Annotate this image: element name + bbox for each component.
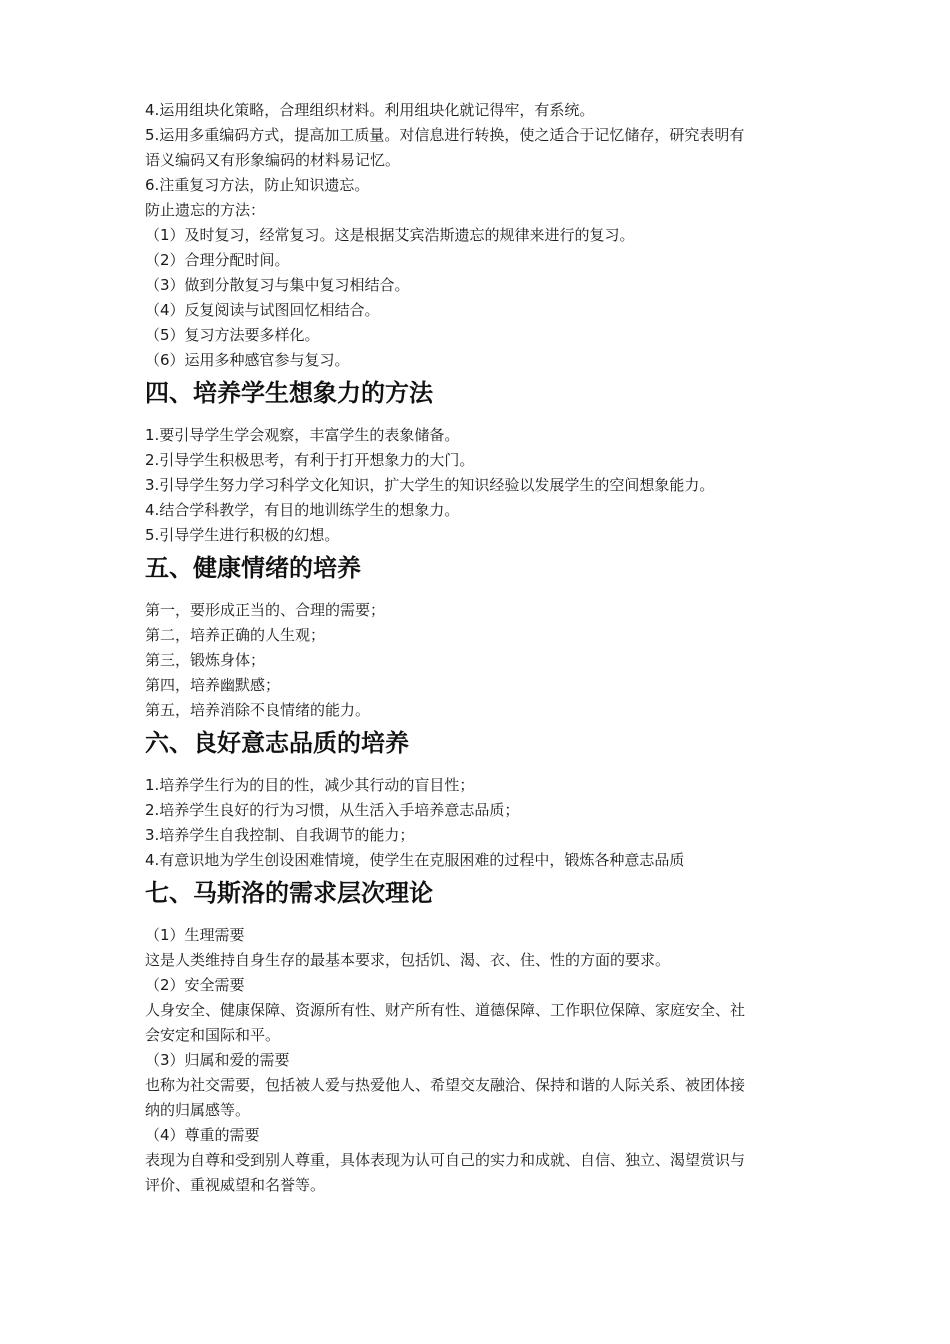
text-line: 语义编码又有形象编码的材料易记忆。 [145, 151, 401, 169]
text-line: （3）归属和爱的需要 [145, 1051, 290, 1069]
text-line: （3）做到分散复习与集中复习相结合。 [145, 276, 410, 294]
text-line: 1.培养学生行为的目的性，减少其行动的盲目性； [145, 776, 475, 794]
text-line: 第三，锻炼身体； [145, 651, 266, 669]
text-line: 5.运用多重编码方式，提高加工质量。对信息进行转换，使之适合于记忆储存，研究表明有 [145, 126, 745, 144]
text-line: （4）反复阅读与试图回忆相结合。 [145, 301, 380, 319]
text-line: 4.有意识地为学生创设困难情境，使学生在克服困难的过程中，锻炼各种意志品质 [145, 851, 685, 869]
text-line: 表现为自尊和受到别人尊重，具体表现为认可自己的实力和成就、自信、独立、渴望赏识与 [145, 1151, 746, 1169]
text-line: 也称为社交需要，包括被人爱与热爱他人、希望交友融洽、保持和谐的人际关系、被团体接 [145, 1076, 746, 1094]
text-line: 2.引导学生积极思考，有利于打开想象力的大门。 [145, 451, 475, 469]
text-line: （1）生理需要 [145, 926, 245, 944]
text-line: （1）及时复习，经常复习。这是根据艾宾浩斯遗忘的规律来进行的复习。 [145, 226, 635, 244]
text-line: 4.运用组块化策略，合理组织材料。利用组块化就记得牢，有系统。 [145, 101, 595, 119]
text-line: 会安定和国际和平。 [145, 1026, 281, 1044]
text-line: 3.培养学生自我控制、自我调节的能力； [145, 826, 415, 844]
text-line: 第四，培养幽默感； [145, 676, 281, 694]
text-line: 3.引导学生努力学习科学文化知识，扩大学生的知识经验以发展学生的空间想象能力。 [145, 476, 715, 494]
text-line: 2.培养学生良好的行为习惯，从生活入手培养意志品质； [145, 801, 520, 819]
text-line: （2）安全需要 [145, 976, 245, 994]
text-line: 6.注重复习方法，防止知识遗忘。 [145, 176, 370, 194]
section-heading: 五、健康情绪的培养 [145, 554, 361, 582]
text-line: （5）复习方法要多样化。 [145, 326, 320, 344]
text-line: 5.引导学生进行积极的幻想。 [145, 526, 340, 544]
text-line: 第二，培养正确的人生观； [145, 626, 326, 644]
text-line: （2）合理分配时间。 [145, 251, 290, 269]
document-page [145, 98, 825, 1198]
text-line: 第一，要形成正当的、合理的需要； [145, 601, 386, 619]
text-line: 1.要引导学生学会观察，丰富学生的表象储备。 [145, 426, 460, 444]
text-line: 4.结合学科教学，有目的地训练学生的想象力。 [145, 501, 460, 519]
text-line: 纳的归属感等。 [145, 1101, 251, 1119]
text-line: 这是人类维持自身生存的最基本要求，包括饥、渴、衣、住、性的方面的要求。 [145, 951, 671, 969]
text-line: 第五，培养消除不良情绪的能力。 [145, 701, 371, 719]
section-heading: 六、良好意志品质的培养 [145, 729, 409, 757]
text-line: 评价、重视威望和名誉等。 [145, 1176, 326, 1194]
section-heading: 七、马斯洛的需求层次理论 [145, 879, 433, 907]
text-line: 防止遗忘的方法： [145, 201, 266, 219]
section-heading: 四、培养学生想象力的方法 [145, 379, 433, 407]
text-line: 人身安全、健康保障、资源所有性、财产所有性、道德保障、工作职位保障、家庭安全、社 [145, 1001, 746, 1019]
text-line: （6）运用多种感官参与复习。 [145, 351, 350, 369]
text-line: （4）尊重的需要 [145, 1126, 260, 1144]
